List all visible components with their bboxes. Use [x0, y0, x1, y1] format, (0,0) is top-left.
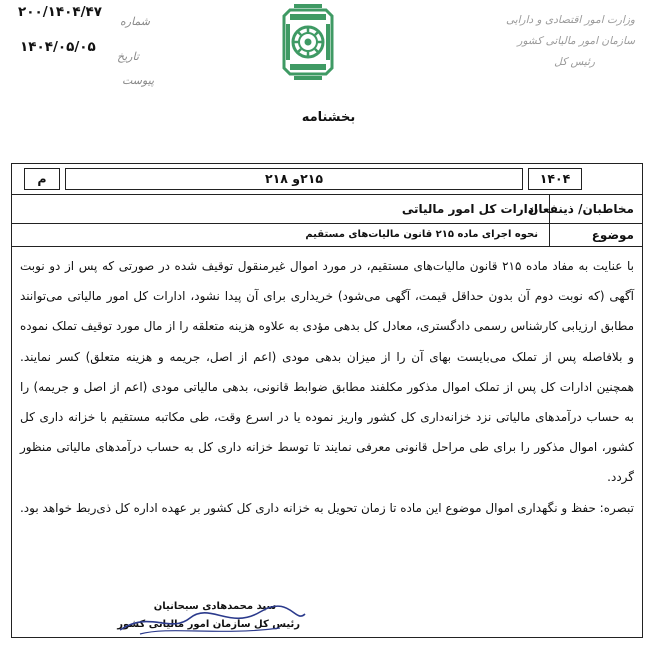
addressee-label: مخاطبان/ ذینفعان	[528, 202, 634, 216]
letter-metadata	[0, 0, 160, 100]
addressee-value: ادارات کل امور مالیاتی	[401, 202, 538, 216]
year-cell: ۱۴۰۴	[528, 168, 582, 190]
document-title: بخشنامه	[301, 110, 356, 125]
number-label: شماره	[120, 15, 151, 28]
body-paragraph-main: با عنایت به مفاد ماده ۲۱۵ قانون مالیات‌های مستقیم، در مورد اموال غیرمنقول توقیف شده در صورتی که پس از دو نوبت آگهی (که نوبت دوم آن بدون حداقل قیمت، آگهی می‌شود) خریداری برای آن پیدا نشود، ادارات کل امور مالیاتی می‌توانند مطابق ارزیابی کارشناس رسمی دادگستری، معادل کل بدهی مؤدی به علاوه هزینه متعلقه را از مال مورد توقیف تملک نموده و بلافاصله پس از تملک می‌بایست بهای آن را از میزان بدهی مودی (اعم از اصل، جریمه و هزینه متعلق) کسر نمایند. همچنین ادارات کل پس از تملک اموال مذکور مکلفند مطابق ضوابط قانونی، بدهی مالیاتی مودی (اعم از اصل و جریمه) را به حساب درآمدهای مالیاتی نزد خزانه‌داری کل کشور واریز نموده یا در اسرع وقت، طی مکاتبه مستقیم با خزانه داری کل کشور، اموال مذکور را برای طی مراحل قانونی معرفی نمایند تا توسط خزانه داری کل به حساب درآمدهای مالیاتی منظور گردد.	[20, 259, 634, 485]
circular-table	[11, 163, 643, 638]
organization-header	[445, 10, 635, 73]
circular-body	[12, 247, 642, 637]
letter-number: ۲۰۰/۱۴۰۴/۴۷	[18, 4, 103, 20]
subject-label: موضوع	[591, 228, 634, 242]
position-title: رئیس کل	[554, 56, 595, 68]
signatory-title: رئیس کل سازمان امور مالیاتی کشور	[117, 619, 300, 630]
signatory-name: سید محمدهادی سبحانیان	[153, 601, 277, 612]
classification-cell: م	[24, 168, 60, 190]
signature-block	[117, 598, 300, 634]
addressee-row	[12, 195, 642, 224]
organization-name: سازمان امور مالیاتی کشور	[517, 35, 635, 47]
reference-row	[12, 164, 642, 195]
tax-organization-logo-icon	[276, 4, 340, 80]
body-paragraph-note: تبصره: حفظ و نگهداری اموال موضوع این ماده تا زمان تحویل به خزانه داری کل کشور بر عهده اداره کل ذی‌ربط خواهد بود.	[19, 500, 634, 515]
handwritten-signature-icon	[110, 600, 310, 640]
date-label: تاریخ	[117, 50, 139, 63]
attachment-label: پیوست	[122, 74, 155, 87]
column-divider	[549, 224, 550, 246]
subject-value: نحوه اجرای ماده ۲۱۵ قانون مالیات‌های مستقیم	[305, 229, 538, 240]
letter-date: ۱۴۰۴/۰۵/۰۵	[20, 39, 96, 55]
subject-row	[12, 224, 642, 247]
articles-cell: ۲۱۵و ۲۱۸	[65, 168, 523, 190]
ministry-name: وزارت امور اقتصادی و دارایی	[505, 14, 635, 26]
